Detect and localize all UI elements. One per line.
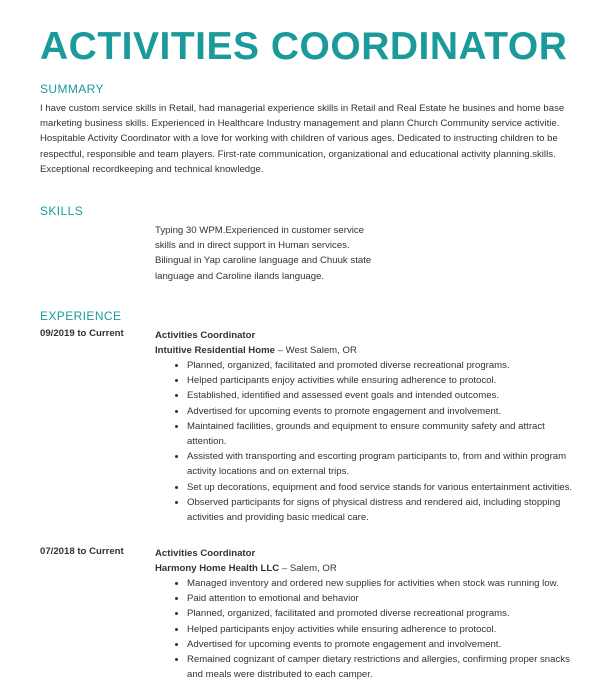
job-bullet: • Helped participants enjoy activities while ensuring adherence to protocol.: [187, 622, 585, 637]
job-separator: –: [277, 345, 286, 356]
job-bullet: • Planned, organized, facilitated and promoted diverse recreational programs.: [187, 606, 585, 621]
experience-heading: EXPERIENCE: [40, 309, 122, 323]
job-role: Activities Coordinator: [155, 548, 256, 559]
job-bullet: • Advertised for upcoming events to promote engagement and involvement.: [187, 404, 585, 419]
job-separator: –: [281, 563, 290, 574]
job-bullet: • Helped participants enjoy activities while ensuring adherence to protocol.: [187, 373, 585, 388]
summary-paragraph: Hospitable Activity Coordinator with a love for working with children of various ages. Dedicated to instructing children to be respectful, responsible and team players. First-rate communication, organizational and educational activity planning.skills. Exceptional recordkeeping and technical knowledge.: [40, 133, 558, 175]
summary-paragraph: I have custom service skills in Retail, had managerial experience skills in Retail and Real Estate he busines and home base marketing business skills. Experienced in Healthcare Industry management and plann Church Community service activitie.: [40, 103, 565, 130]
job-bullet: • Set up decorations, equipment and food service stands for various entertainment activities.: [187, 480, 585, 495]
job-bullet: • Assisted with transporting and escorting program participants to, from and within program activity locations and on external trips.: [187, 449, 585, 479]
job-date: 09/2019 to Current: [40, 328, 124, 339]
job-content: [155, 546, 585, 682]
job-location: West Salem, OR: [285, 345, 357, 356]
job-company-line: [155, 343, 585, 358]
job-bullet: • Established, identified and assessed event goals and intended outcomes.: [187, 388, 585, 403]
skills-heading: SKILLS: [40, 204, 84, 218]
job-bullet: • Managed inventory and ordered new supplies for activities when stock was running low.: [187, 576, 585, 591]
job-bullet: • Planned, organized, facilitated and promoted diverse recreational programs.: [187, 358, 585, 373]
job-bullet: • Observed participants for signs of physical distress and rendered aid, including stopping activities and providing basic medical care.: [187, 495, 585, 525]
summary-section: [40, 101, 580, 177]
job-location: Salem, OR: [289, 563, 337, 574]
job-date: 07/2018 to Current: [40, 546, 124, 557]
job-bullet-list: [155, 576, 585, 682]
job-role: Activities Coordinator: [155, 330, 256, 341]
job-company-line: [155, 561, 585, 576]
skills-text: Typing 30 WPM.Experienced in customer service skills and in direct support in Human services. Bilingual in Yap caroline language and Chuuk state language and Caroline ilands language.: [155, 225, 372, 282]
job-content: [155, 328, 585, 525]
job-bullet: • Remained cognizant of camper dietary restrictions and allergies, confirming proper snacks and meals were distributed to each camper.: [187, 652, 585, 682]
job-bullet-list: [155, 358, 585, 525]
summary-heading: SUMMARY: [40, 82, 104, 96]
job-bullet: • Advertised for upcoming events to promote engagement and involvement.: [187, 637, 585, 652]
job-company: Intuitive Residential Home: [155, 345, 275, 356]
job-bullet: • Paid attention to emotional and behavior: [187, 591, 585, 606]
job-bullet: • Maintained facilities, grounds and equipment to ensure community safety and attract attention.: [187, 419, 585, 449]
job-company: Harmony Home Health LLC: [155, 563, 280, 574]
resume-title: ACTIVITIES COORDINATOR: [40, 25, 568, 68]
